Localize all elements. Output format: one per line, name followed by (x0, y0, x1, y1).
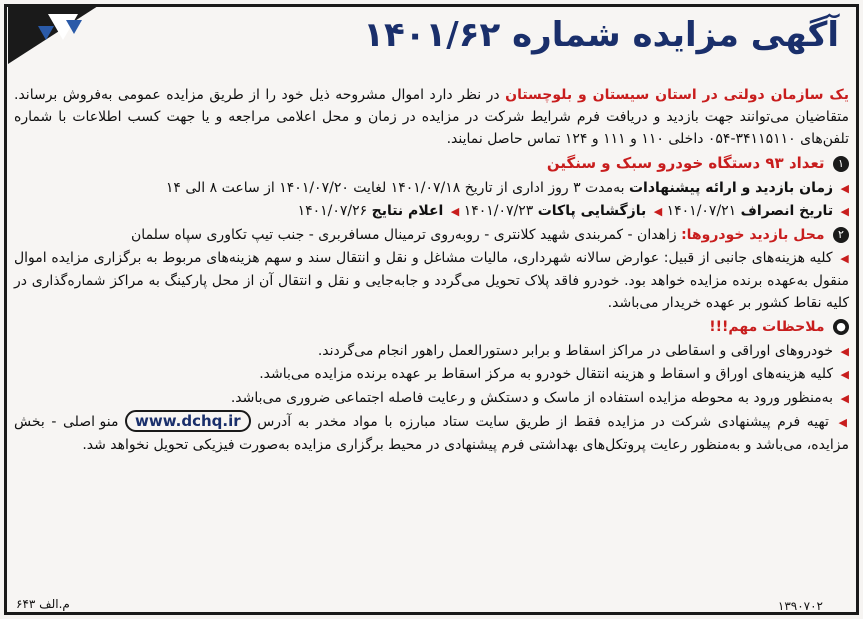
open-label: بازگشایی پاکات (537, 203, 647, 219)
bullet-arrow-icon: ◀ (653, 205, 663, 218)
bullet-arrow-icon: ◀ (840, 181, 849, 195)
visit-label: زمان بازدید و ارائه پیشنهادات (628, 179, 834, 196)
item-1-heading (14, 152, 849, 177)
result-label: اعلام نتایج (371, 203, 444, 219)
visit-location-text: زاهدان - کمربندی شهید کلانتری - روبه‌روی ترمینال مسافربری - جنب تیپ تکاوری سپاه سلمان (131, 226, 677, 243)
visit-text: به‌مدت ۳ روز اداری از تاریخ ۱۴۰۱/۰۷/۱۸ لغایت ۱۴۰۱/۰۷/۲۰ از ساعت ۸ الی ۱۴ (165, 179, 625, 196)
bullet-arrow-icon: ◀ (450, 205, 460, 218)
corner-logo-icon (8, 6, 98, 64)
bullet-arrow-icon: ◀ (840, 391, 849, 405)
note-text: تهیه فرم پیشنهادی شرکت در مزایده فقط از طریق سایت ستاد مبارزه با مواد مخدر به آدرس (257, 414, 829, 430)
organization-name: یک سازمان دولتی در استان سیستان و بلوچستان (505, 87, 850, 103)
ad-id: ۱۳۹۰۷۰۲ (777, 599, 823, 613)
page-title: آگهی مزایده شماره ۱۴۰۱/۶۲ (363, 15, 839, 55)
ad-body (14, 84, 849, 456)
costs-text: کلیه هزینه‌های جانبی از قبیل: عوارض سالانه شهرداری، مالیات مشاغل و نقل و انتقال سند و سهم هزینه‌های مربوط به برگزاری مزایده اموال منقول به‌عهده برنده مزایده خواهد بود. خودرو فاقد پلاک تحویل می‌گردد و جابه‌جایی و نقل و انتقال آن از محل پارکینگ به مراکز شماره‌گذاری در کلیه نقاط کشور بر عهده خریدار می‌باشد. (14, 250, 849, 311)
note-text: کلیه هزینه‌های اوراق و اسقاط و هزینه انتقال خودرو به مرکز اسقاط بر عهده برنده مزایده می‌باشد. (259, 366, 834, 382)
bullet-arrow-icon: ◀ (840, 252, 849, 265)
open-date: ۱۴۰۱/۰۷/۲۳ (463, 203, 534, 219)
notes-number: ● (833, 319, 849, 335)
result-date: ۱۴۰۱/۰۷/۲۶ (297, 203, 368, 219)
note-item (14, 387, 849, 411)
visit-time-line (14, 177, 849, 201)
bullet-arrow-icon: ◀ (840, 344, 849, 358)
item-1-title: تعداد ۹۳ دستگاه خودرو سبک و سنگین (546, 154, 825, 172)
notes-heading-line (14, 316, 849, 340)
dates-line (14, 200, 849, 224)
bullet-arrow-icon: ◀ (840, 205, 849, 218)
cancel-date: ۱۴۰۱/۰۷/۲۱ (666, 203, 737, 219)
note-text-tail: منو اصلی - بخش مزایده، می‌باشد و به‌منظور رعایت پروتکل‌های بهداشتی فرم پیشنهادی در محیط برگزاری مزایده به‌صورت فیزیکی تحویل نخواهد شد. (14, 414, 849, 453)
note-item (14, 410, 849, 456)
visit-location-label: محل بازدید خودروها: (681, 226, 825, 243)
bullet-arrow-icon: ◀ (840, 368, 849, 381)
note-item (14, 363, 849, 387)
item-2-number: ۲ (833, 227, 849, 243)
cancel-label: تاریخ انصراف (740, 203, 834, 219)
intro-text: در نظر دارد اموال مشروحه ذیل خود را از طریق مزایده عمومی به‌فروش برساند. متقاضیان می‌توانند جهت بازدید و دریافت فرم شرایط شرکت در مزایده در زمان و محل اعلامی مراجعه و یا جهت کسب اطلاعات با شماره تلفن‌های ۳۴۱۱۵۱۱۰-۰۵۴ داخلی ۱۱۰ و ۱۱۱ و ۱۲۴ تماس حاصل نمایند. (14, 87, 849, 147)
costs-paragraph (14, 247, 849, 314)
item-2-line (14, 224, 849, 248)
notes-heading: ملاحظات مهم!!! (709, 319, 825, 335)
item-1-number: ۱ (833, 156, 849, 172)
ad-code: م.الف ۶۴۳ (16, 597, 70, 611)
note-text: به‌منظور ورود به محوطه مزایده استفاده از ماسک و دستکش و رعایت فاصله اجتماعی ضروری می‌باشد. (230, 389, 834, 406)
note-item (14, 340, 849, 364)
website-link[interactable]: www.dchq.ir (125, 410, 251, 432)
bullet-arrow-icon: ◀ (838, 416, 850, 429)
intro-paragraph (14, 84, 849, 150)
note-text: خودروهای اوراقی و اسقاطی در مراکز اسقاط و برابر دستورالعمل راهور انجام می‌گردند. (317, 342, 834, 359)
